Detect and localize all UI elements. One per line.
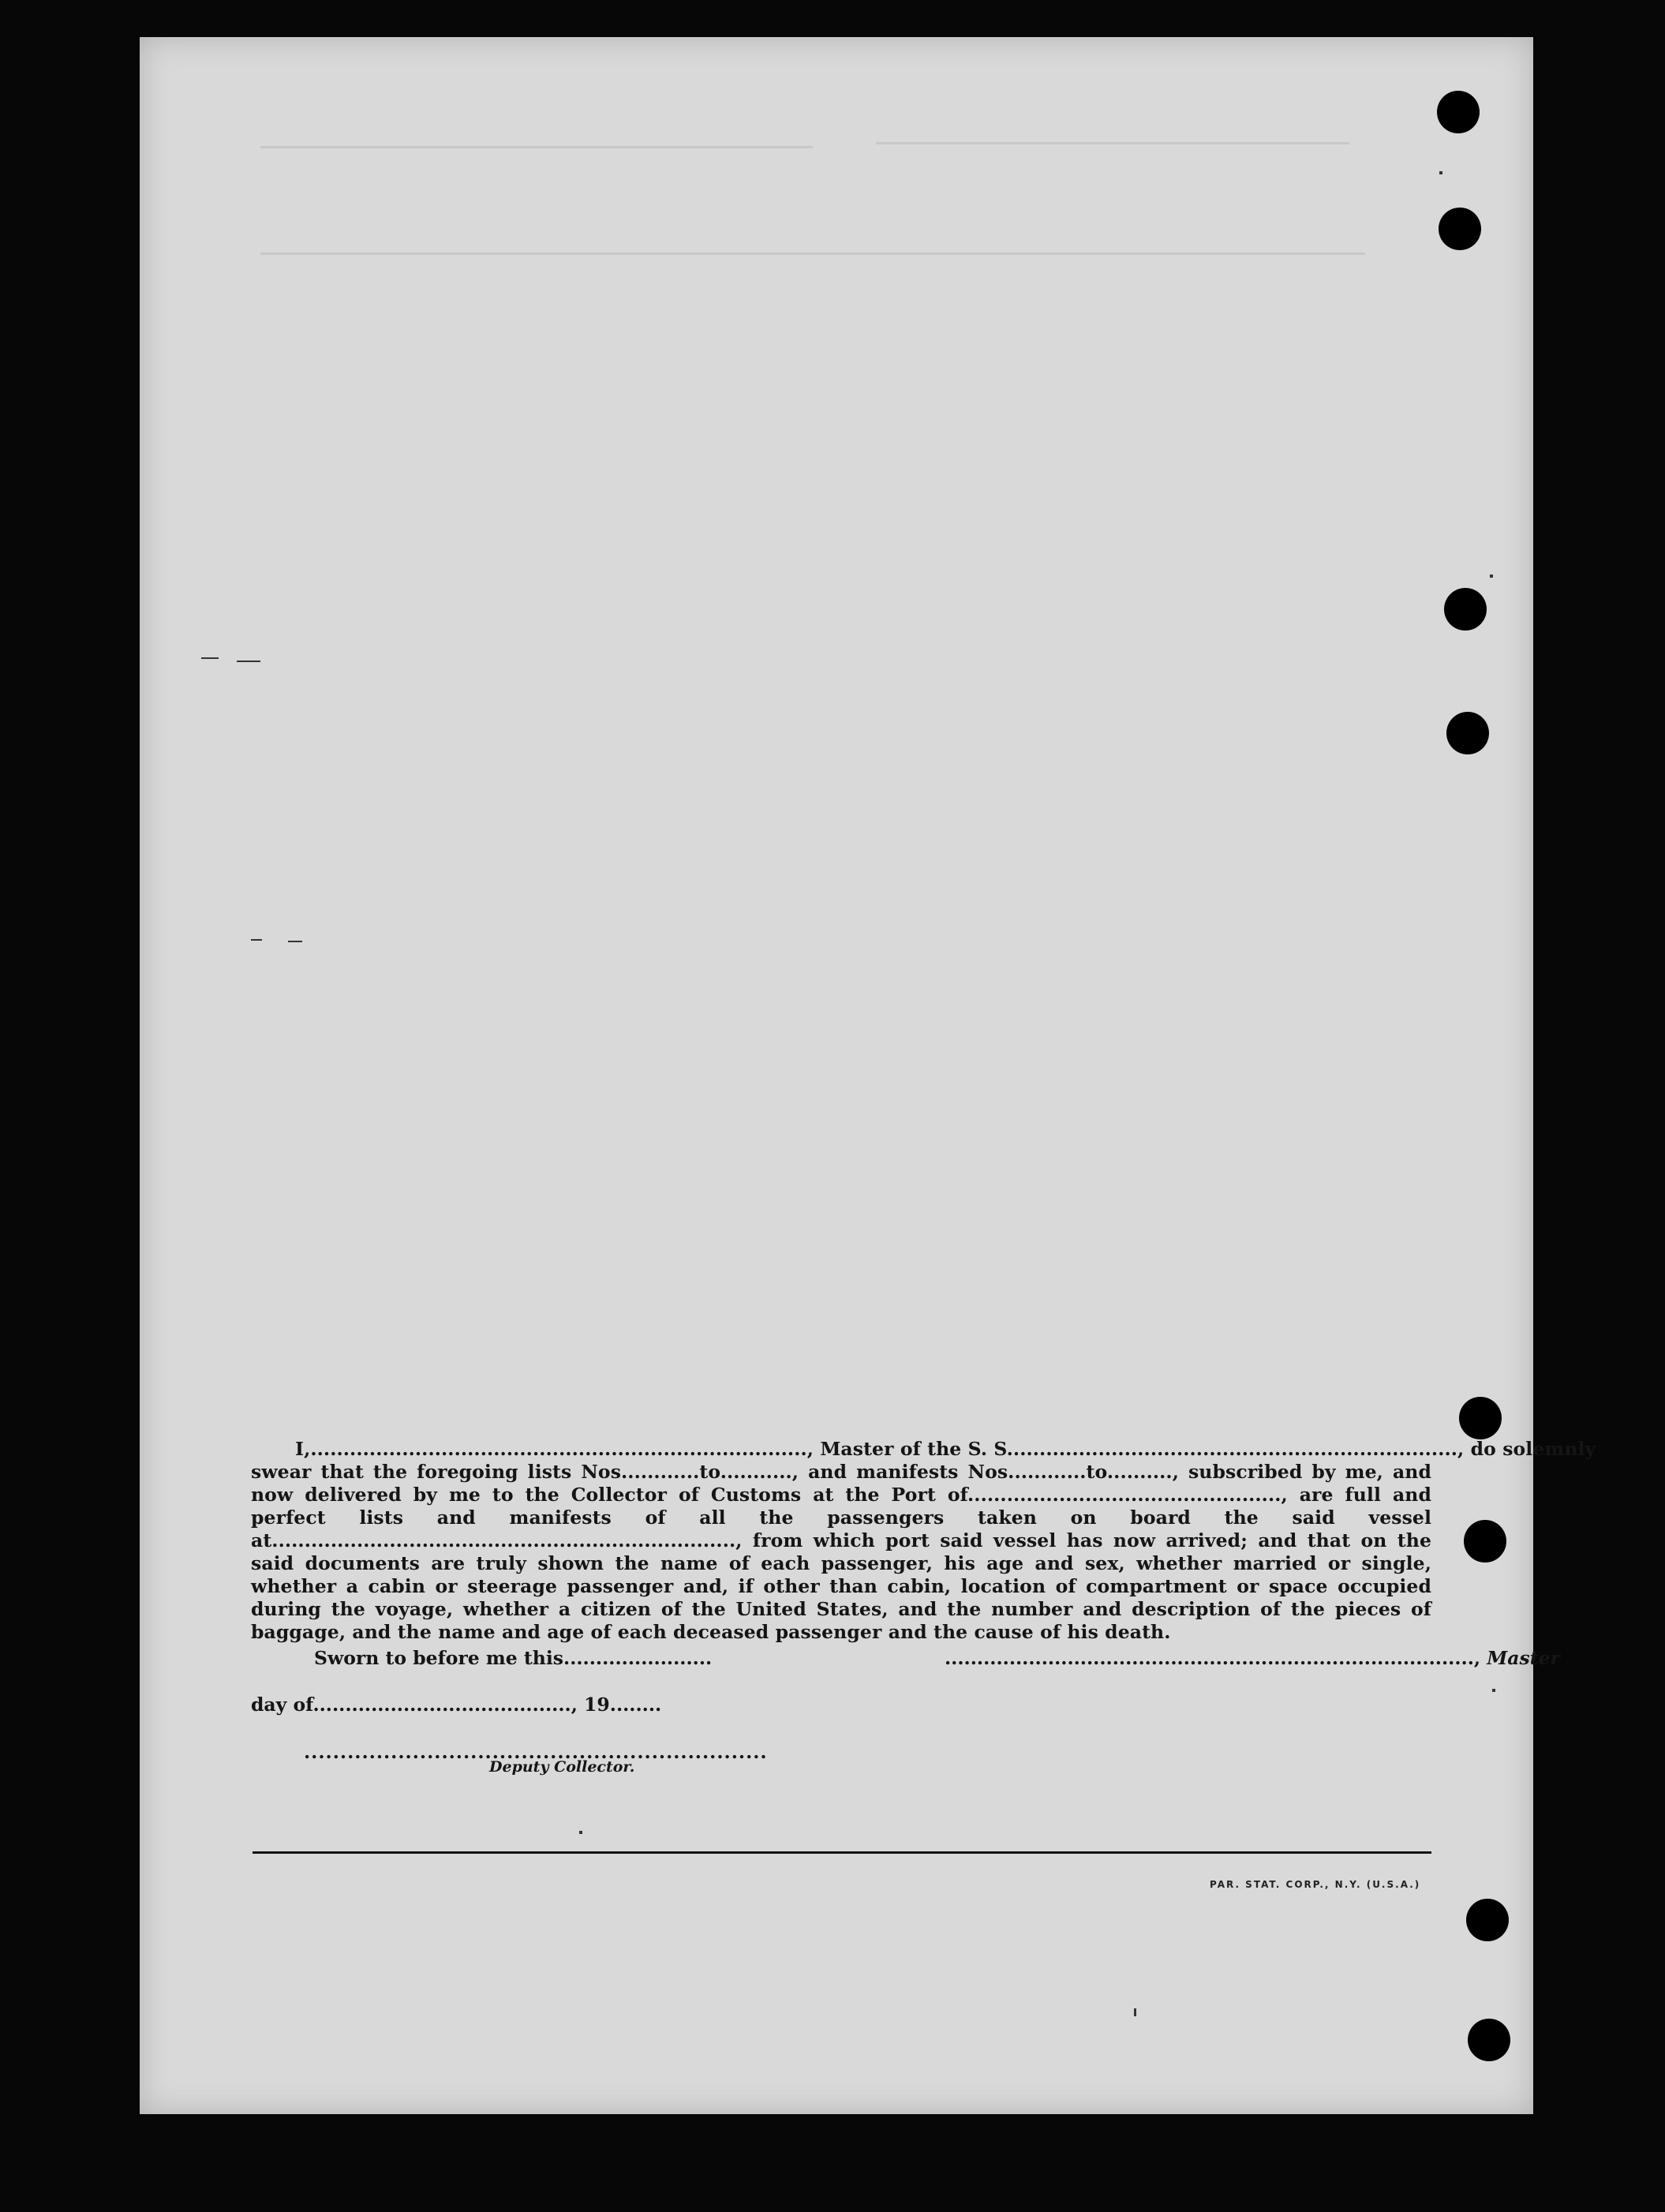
speck: [579, 1831, 582, 1834]
speck: [1134, 2008, 1136, 2016]
oath-line: I,............................................................................, Master of the S. S....................................................................., do solemnly: [295, 1438, 1596, 1460]
oath-line: or space occupied during the voyage, whether a citizen of the United States, and the number and description of the pieces: [251, 1575, 1431, 1620]
master-label: Master: [1487, 1647, 1560, 1669]
punch-hole: [1437, 91, 1480, 133]
speck: [1490, 575, 1493, 578]
punch-hole: [1446, 712, 1489, 754]
punch-hole: [1444, 588, 1487, 631]
punch-hole: [1459, 1397, 1502, 1439]
oath-line: of baggage, and the name and age of each deceased passenger and the cause of his death.: [251, 1598, 1431, 1643]
day-line: day of........................................, 19........: [251, 1694, 662, 1716]
punch-hole: [1468, 2019, 1510, 2061]
oath-line: swear that the foregoing lists Nos............to..........., and manifests Nos............to.........., subscribed by me, and now: [251, 1461, 1431, 1506]
punch-hole: [1464, 1520, 1506, 1563]
collector-signature-line: ................................................................: [304, 1741, 768, 1763]
oath-line: manifests of all the passengers taken on board the said vessel at......................................................................., from which: [251, 1506, 1431, 1551]
speck: [288, 941, 302, 942]
deputy-collector-label: Deputy Collector.: [489, 1758, 635, 1776]
oath-line: sex, whether married or single, whether a cabin or steerage passenger and, if other than cabin, location of compartment: [251, 1552, 1431, 1597]
master-dotted-line: ..................................................................................,: [945, 1647, 1481, 1669]
oath-paragraph: [251, 1438, 1596, 1644]
speck: [237, 661, 260, 662]
bleed-through-mark: [260, 253, 1365, 255]
punch-hole: [1466, 1899, 1509, 1941]
speck: [1492, 1689, 1495, 1692]
oath-line: port said vessel has now arrived; and that on the said documents are truly shown the name of each passenger, his age and: [251, 1529, 1431, 1574]
speck: [1439, 171, 1442, 174]
oath-line: delivered by me to the Collector of Customs at the Port of................................................, are full and perfect lists and: [251, 1484, 1431, 1529]
bleed-through-mark: [876, 142, 1349, 144]
speck: [251, 939, 262, 941]
bleed-through-mark: [260, 146, 813, 148]
document-page: [140, 37, 1533, 2114]
printer-imprint: PAR. STAT. CORP., N.Y. (U.S.A.): [1210, 1879, 1421, 1890]
master-signature-line: [945, 1647, 1560, 1669]
horizontal-rule: [253, 1851, 1431, 1854]
speck: [201, 657, 219, 659]
sworn-line: Sworn to before me this.......................: [314, 1647, 713, 1669]
punch-hole: [1439, 208, 1481, 250]
